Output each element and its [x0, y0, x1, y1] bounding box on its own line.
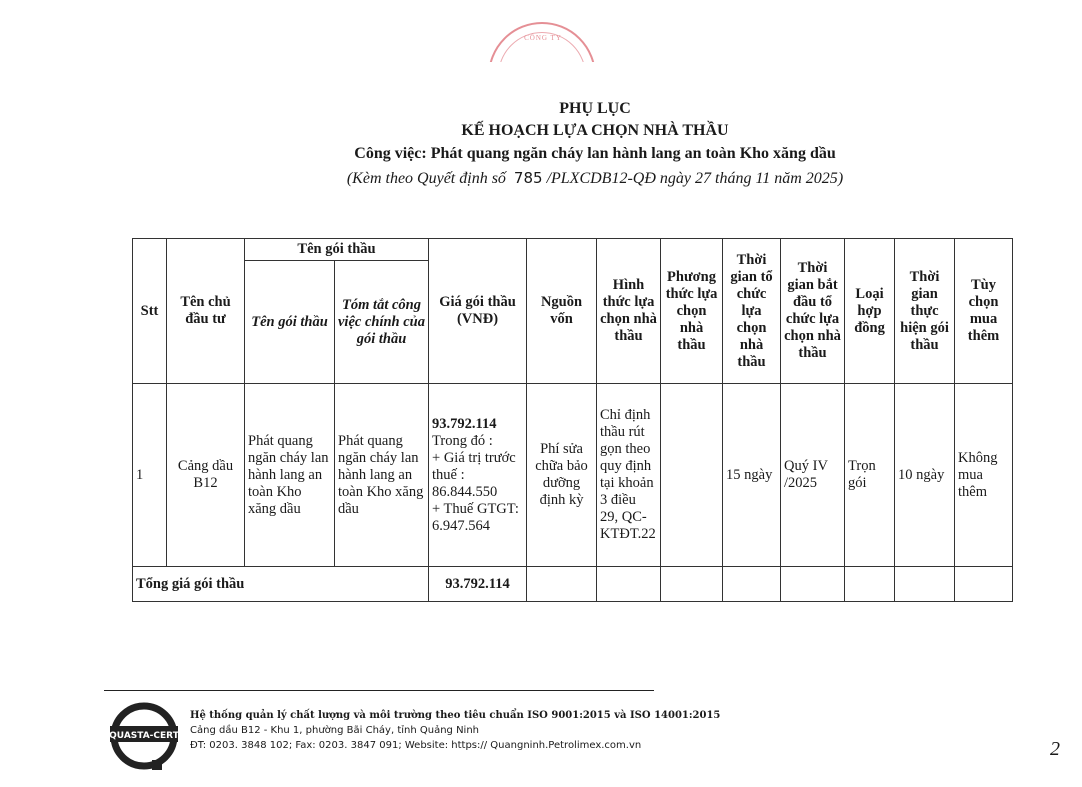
price-detail: + Giá trị trước thuế : 86.844.550: [432, 449, 516, 500]
plan-title: KẾ HOẠCH LỰA CHỌN NHÀ THẦU: [461, 122, 729, 139]
cell-approach: [661, 384, 723, 567]
footer: [190, 708, 790, 753]
header-package-name: Tên gói thầu: [245, 261, 335, 384]
logo-text: QUASTA-CERT: [109, 731, 179, 741]
footer-address: Cảng dầu B12 - Khu 1, phường Bãi Cháy, tỉnh Quảng Ninh: [190, 725, 480, 736]
header-option: Tùy chọn mua thêm: [955, 239, 1013, 384]
header-source: Nguồn vốn: [527, 239, 597, 384]
footer-contact: ĐT: 0203. 3848 102; Fax: 0203. 3847 091; Website: https:// Quangninh.Petrolimex.com.vn: [190, 740, 642, 751]
footer-system: Hệ thống quản lý chất lượng và môi trường theo tiêu chuẩn ISO 9001:2015 và ISO 14001:2015: [190, 710, 721, 721]
decision-prefix: Kèm theo Quyết định số: [352, 170, 506, 187]
footer-divider: [104, 690, 654, 691]
title-block: [200, 98, 990, 191]
red-stamp: [488, 14, 598, 62]
header-method: Hình thức lựa chọn nhà thầu: [597, 239, 661, 384]
header-contract-type: Loại hợp đồng: [845, 239, 895, 384]
header-price: Giá gói thầu (VNĐ): [429, 239, 527, 384]
header-package-summary: Tóm tắt công việc chính của gói thầu: [335, 261, 429, 384]
header-approach: Phương thức lựa chọn nhà thầu: [661, 239, 723, 384]
job-line: Công việc: Phát quang ngăn cháy lan hành lang an toàn Kho xăng dầu: [354, 145, 836, 162]
appendix-title: PHỤ LỤC: [559, 100, 631, 117]
price-detail: + Thuế GTGT: 6.947.564: [432, 500, 519, 534]
total-value: 93.792.114: [429, 567, 527, 602]
header-stt: Stt: [133, 239, 167, 384]
cell-method: Chỉ định thầu rút gọn theo quy định tại khoản 3 điều 29, QC-KTĐT.22: [597, 384, 661, 567]
header-exec-time: Thời gian thực hiện gói thầu: [895, 239, 955, 384]
cell-package-summary: Phát quang ngăn cháy lan hành lang an toàn Kho xăng dầu: [335, 384, 429, 567]
header-row-1: [133, 239, 1013, 261]
total-row: [133, 567, 1013, 602]
table-row: [133, 384, 1013, 567]
decision-number: 785: [513, 169, 543, 187]
cell-start: Quý IV /2025: [781, 384, 845, 567]
cell-stt: 1: [133, 384, 167, 567]
header-package-group: Tên gói thầu: [245, 239, 429, 261]
cell-price: [429, 384, 527, 567]
cell-contract-type: Trọn gói: [845, 384, 895, 567]
cell-owner: Cảng dầu B12: [167, 384, 245, 567]
page-mark: 2: [1050, 738, 1060, 760]
decision-suffix: /PLXCDB12-QĐ ngày 27 tháng 11 năm 2025: [546, 170, 838, 187]
cell-exec-time: 10 ngày: [895, 384, 955, 567]
bid-plan-table: [132, 238, 1013, 602]
price-detail: Trong đó :: [432, 432, 493, 449]
cell-duration: 15 ngày: [723, 384, 781, 567]
cell-package-name: Phát quang ngăn cháy lan hành lang an toàn Kho xăng dầu: [245, 384, 335, 567]
total-label: Tổng giá gói thầu: [133, 567, 429, 602]
header-duration: Thời gian tổ chức lựa chọn nhà thầu: [723, 239, 781, 384]
header-start: Thời gian bắt đầu tổ chức lựa chọn nhà thầu: [781, 239, 845, 384]
decision-line: (Kèm theo Quyết định số 785 /PLXCDB12-QĐ ngày 27 tháng 11 năm 2025): [346, 169, 844, 187]
price-total: 93.792.114: [432, 415, 497, 432]
stamp-text: CÔNG TY: [524, 34, 562, 42]
cell-source: Phí sửa chữa bảo dưỡng định kỳ: [527, 384, 597, 567]
header-owner: Tên chủ đầu tư: [167, 239, 245, 384]
cell-option: Không mua thêm: [955, 384, 1013, 567]
quasta-cert-logo-icon: [104, 694, 184, 774]
